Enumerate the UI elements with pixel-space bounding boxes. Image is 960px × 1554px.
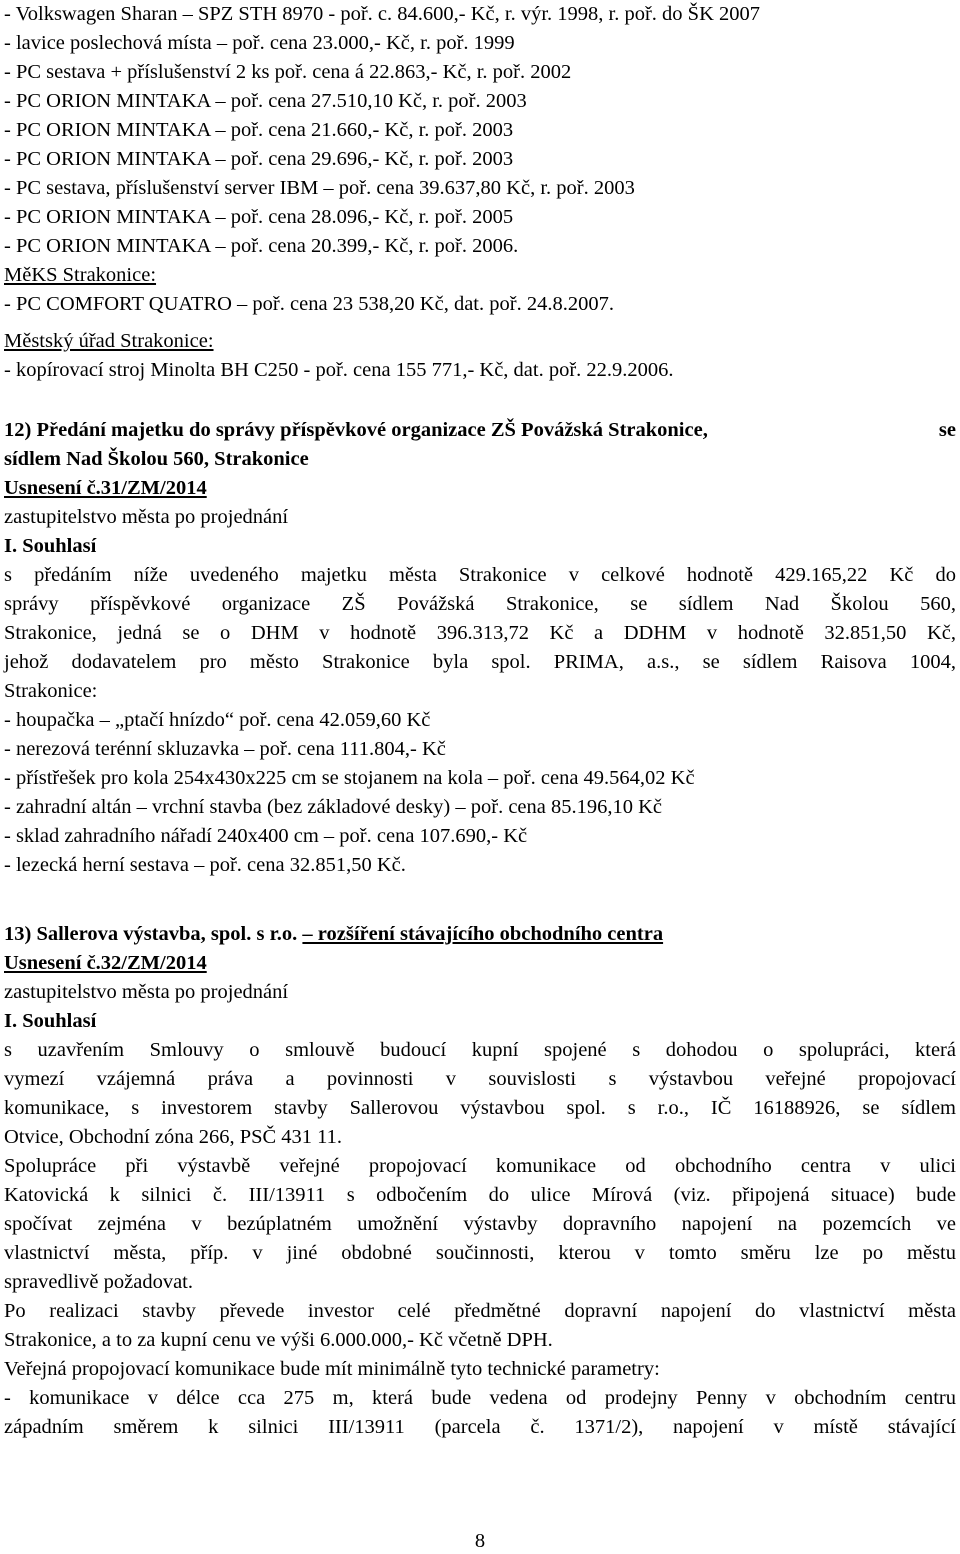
section-13-agree: I. Souhlasí bbox=[4, 1010, 97, 1032]
section-13-paragraph-line: spočívat zejména v bezúplatném umožnění výstavby dopravního napojení na pozemcích ve bbox=[4, 1213, 956, 1235]
list-item: - kopírovací stroj Minolta BH C250 - poř. cena 155 771,- Kč, dat. poř. 22.9.2006. bbox=[4, 359, 674, 381]
section-13-paragraph-line: vlastnictví města, příp. v jiné obdobné součinnosti, kterou v tomto směru lze po městu bbox=[4, 1242, 956, 1264]
section-12-paragraph-line: Strakonice, jedná se o DHM v hodnotě 396.313,72 Kč a DDHM v hodnotě 32.851,50 Kč, bbox=[4, 622, 956, 644]
section-13-paragraph-line: vymezí vzájemná práva a povinnosti v souvislosti s výstavbou veřejné propojovací bbox=[4, 1068, 956, 1090]
section-12-paragraph-line: jehož dodavatelem pro město Strakonice byla spol. PRIMA, a.s., se sídlem Raisova 1004, bbox=[4, 651, 956, 673]
section-12-resolution: Usnesení č.31/ZM/2014 bbox=[4, 477, 207, 499]
list-item: - nerezová terénní skluzavka – poř. cena 111.804,- Kč bbox=[4, 738, 446, 760]
section-13-title-underlined: – rozšíření stávajícího obchodního centra bbox=[302, 923, 664, 945]
section-13-title-plain: 13) Sallerova výstavba, spol. s r.o. bbox=[4, 923, 298, 945]
section-13-paragraph-line: Spolupráce při výstavbě veřejné propojovací komunikace od obchodního centra v ulici bbox=[4, 1155, 956, 1177]
list-item: - zahradní altán – vrchní stavba (bez základové desky) – poř. cena 85.196,10 Kč bbox=[4, 796, 663, 818]
page-number: 8 bbox=[474, 1530, 486, 1552]
section-13-paragraph-line: - komunikace v délce cca 275 m, která bude vedena od prodejny Penny v obchodním centru bbox=[4, 1387, 956, 1409]
section-13-paragraph: Veřejná propojovací komunikace bude mít minimálně tyto technické parametry: bbox=[4, 1358, 660, 1380]
list-item: - PC sestava + příslušenství 2 ks poř. cena á 22.863,- Kč, r. poř. 2002 bbox=[4, 61, 572, 83]
section-12-paragraph-last: Strakonice: bbox=[4, 680, 98, 702]
section-12-paragraph-line: s předáním níže uvedeného majetku města Strakonice v celkové hodnotě 429.165,22 Kč do bbox=[4, 564, 956, 586]
section-12-title-left: 12) Předání majetku do správy příspěvkové organizace ZŠ Povážská Strakonice, bbox=[4, 419, 708, 441]
section-12-title-right: se bbox=[938, 419, 956, 441]
list-item: - houpačka – „ptačí hnízdo“ poř. cena 42.059,60 Kč bbox=[4, 709, 431, 731]
section-12-title-line2: sídlem Nad Školou 560, Strakonice bbox=[4, 448, 309, 470]
list-item: - PC ORION MINTAKA – poř. cena 27.510,10 Kč, r. poř. 2003 bbox=[4, 90, 527, 112]
section-13-paragraph-line: Po realizaci stavby převede investor celé předmětné dopravní napojení do vlastnictví města bbox=[4, 1300, 956, 1322]
section-13-paragraph-last: Strakonice, a to za kupní cenu ve výši 6.000.000,- Kč včetně DPH. bbox=[4, 1329, 553, 1351]
list-item: - PC sestava, příslušenství server IBM – poř. cena 39.637,80 Kč, r. poř. 2003 bbox=[4, 177, 635, 199]
list-item: - Volkswagen Sharan – SPZ STH 8970 - poř. c. 84.600,- Kč, r. výr. 1998, r. poř. do ŠK 2007 bbox=[4, 3, 760, 25]
section-13-resolution: Usnesení č.32/ZM/2014 bbox=[4, 952, 207, 974]
meks-heading: MěKS Strakonice: bbox=[4, 264, 157, 286]
section-13-title bbox=[4, 920, 956, 949]
list-item: - sklad zahradního nářadí 240x400 cm – poř. cena 107.690,- Kč bbox=[4, 825, 528, 847]
list-item: - přístřešek pro kola 254x430x225 cm se stojanem na kola – poř. cena 49.564,02 Kč bbox=[4, 767, 695, 789]
section-13-paragraph-last: spravedlivě požadovat. bbox=[4, 1271, 193, 1293]
section-13-paragraph-line: s uzavřením Smlouvy o smlouvě budoucí kupní spojené s dohodou o spolupráci, která bbox=[4, 1039, 956, 1061]
section-12-council: zastupitelstvo města po projednání bbox=[4, 506, 289, 528]
list-item: - lezecká herní sestava – poř. cena 32.851,50 Kč. bbox=[4, 854, 406, 876]
list-item: - PC ORION MINTAKA – poř. cena 29.696,- Kč, r. poř. 2003 bbox=[4, 148, 514, 170]
list-item: - lavice poslechová místa – poř. cena 23.000,- Kč, r. poř. 1999 bbox=[4, 32, 515, 54]
section-12-paragraph-line: správy příspěvkové organizace ZŠ Povážská Strakonice, se sídlem Nad Školou 560, bbox=[4, 593, 956, 615]
list-item: - PC ORION MINTAKA – poř. cena 21.660,- Kč, r. poř. 2003 bbox=[4, 119, 514, 141]
section-13-paragraph-line: komunikace, s investorem stavby Sallerovou výstavbou spol. s r.o., IČ 16188926, se sídlem bbox=[4, 1097, 956, 1119]
section-13-paragraph-line: Katovická k silnici č. III/13911 s odbočením do ulice Mírová (viz. připojená situace) bude bbox=[4, 1184, 956, 1206]
section-13-paragraph-line: západním směrem k silnici III/13911 (parcela č. 1371/2), napojení v místě stávající bbox=[4, 1416, 956, 1438]
section-12-title bbox=[4, 416, 956, 445]
list-item: - PC ORION MINTAKA – poř. cena 20.399,- Kč, r. poř. 2006. bbox=[4, 235, 519, 257]
mu-heading: Městský úřad Strakonice: bbox=[4, 330, 214, 352]
section-13-council: zastupitelstvo města po projednání bbox=[4, 981, 289, 1003]
list-item: - PC COMFORT QUATRO – poř. cena 23 538,20 Kč, dat. poř. 24.8.2007. bbox=[4, 293, 614, 315]
section-12-agree: I. Souhlasí bbox=[4, 535, 97, 557]
list-item: - PC ORION MINTAKA – poř. cena 28.096,- Kč, r. poř. 2005 bbox=[4, 206, 514, 228]
section-13-paragraph-last: Otvice, Obchodní zóna 266, PSČ 431 11. bbox=[4, 1126, 343, 1148]
